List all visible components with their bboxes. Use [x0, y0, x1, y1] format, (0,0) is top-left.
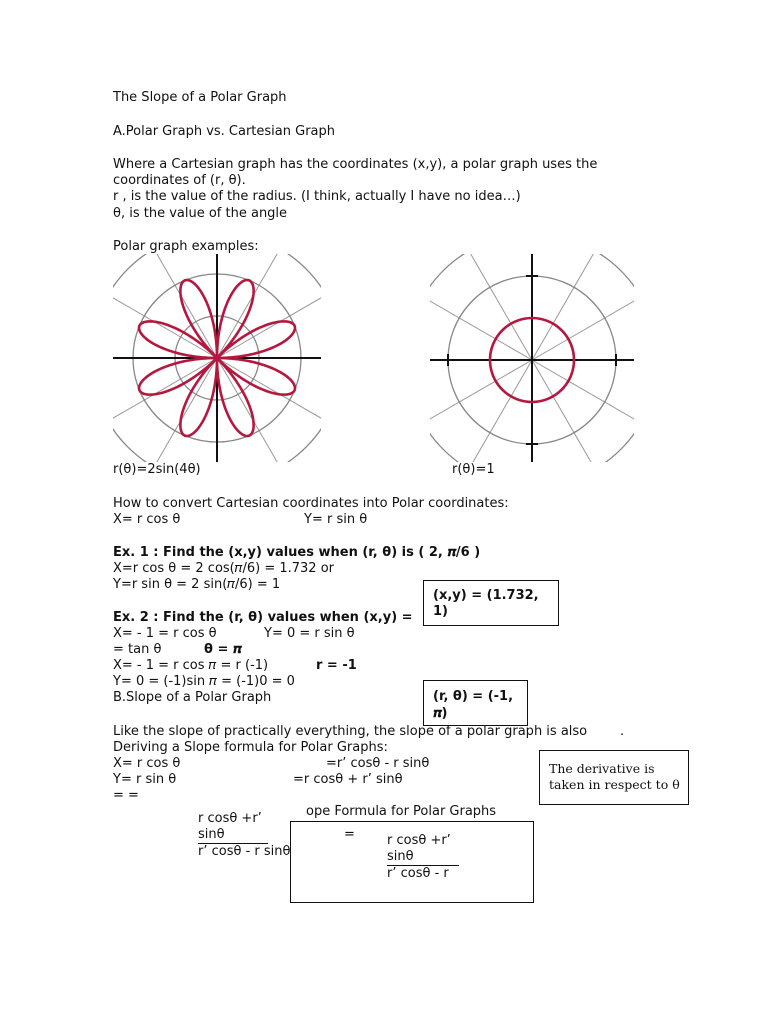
polar-graph-rose [113, 254, 321, 462]
ex2-line-2a: = tan θ [113, 642, 162, 657]
convert-y-formula: Y= r sin θ [304, 512, 368, 527]
section-b-heading: B.Slope of a Polar Graph [113, 690, 272, 705]
slope-line-1a: Like the slope of practically everything, the slope of a polar graph is also [113, 724, 588, 739]
slope-y-derivative: =r cosθ + r’ sinθ [293, 772, 403, 787]
formula-equals: = [344, 827, 355, 842]
ex2-answer-line-1: (r, θ) = (-1, [433, 689, 514, 704]
intro-line-4: θ, is the value of the angle [113, 206, 288, 221]
graph2-caption: r(θ)=1 [452, 462, 495, 477]
ex1-line-2: Y=r sin θ = 2 sin(𝜋/6) = 1 [113, 577, 281, 592]
ex1-heading: Ex. 1 : Find the (x,y) values when (r, θ) is ( 2, 𝝅/6 ) [113, 545, 481, 560]
intro-line-2: coordinates of (r, θ). [113, 173, 246, 188]
ex2-line-2b: θ = 𝝅 [204, 642, 242, 657]
polar-graph-circle [430, 254, 634, 462]
formula-box-title: ope Formula for Polar Graphs [306, 804, 497, 819]
circle-axes [430, 254, 634, 462]
formula-numerator-2: sinθ [387, 849, 459, 866]
convert-x-formula: X= r cos θ [113, 512, 181, 527]
ex2-line-4: Y= 0 = (-1)sin 𝜋 = (-1)0 = 0 [113, 674, 295, 689]
graph1-caption: r(θ)=2sin(4θ) [113, 462, 201, 477]
convert-heading: How to convert Cartesian coordinates into Polar coordinates: [113, 496, 509, 511]
slope-fraction-numerator: r cosθ +r’ [198, 811, 262, 826]
ex2-line-3b: r = -1 [316, 658, 357, 673]
ex2-answer-box [423, 680, 528, 726]
ex2-answer-line-2: 𝝅) [433, 706, 448, 721]
ex1-answer-line-2: 1) [433, 604, 448, 619]
note-line-1: The derivative is [549, 761, 655, 776]
slope-fraction-denominator: r’ cosθ - r sinθ [198, 844, 291, 859]
section-a-heading: A.Polar Graph vs. Cartesian Graph [113, 124, 336, 139]
slope-x-line: X= r cos θ [113, 756, 181, 771]
slope-formula-box [290, 821, 534, 903]
slope-line-2: Deriving a Slope formula for Polar Graphs: [113, 740, 388, 755]
page-title: The Slope of a Polar Graph [113, 90, 287, 105]
intro-line-3: r , is the value of the radius. (I think, actually I have no idea…) [113, 189, 521, 204]
ex2-line-1a: X= - 1 = r cos θ [113, 626, 217, 641]
slope-y-line: Y= r sin θ [113, 772, 177, 787]
slope-x-derivative: =r’ cosθ - r sinθ [326, 756, 430, 771]
slope-fraction-numerator-2: sinθ [198, 827, 268, 844]
note-line-2: taken in respect to θ [549, 777, 680, 792]
formula-denominator: r’ cosθ - r [387, 866, 449, 881]
ex2-line-3a: X= - 1 = r cos 𝜋 = r (-1) [113, 658, 269, 673]
ex1-answer-box [423, 580, 559, 626]
intro-line-1: Where a Cartesian graph has the coordinates (x,y), a polar graph uses the [113, 157, 598, 172]
slope-eq-line: = = [113, 788, 139, 803]
ex1-answer-line-1: (x,y) = (1.732, [433, 588, 539, 603]
formula-numerator: r cosθ +r’ [387, 833, 451, 848]
examples-heading: Polar graph examples: [113, 239, 259, 254]
slope-line-1b: . [620, 724, 625, 739]
derivative-note-box [539, 750, 689, 805]
ex1-line-1: X=r cos θ = 2 cos(𝜋/6) = 1.732 or [113, 561, 334, 576]
ex2-heading: Ex. 2 : Find the (r, θ) values when (x,y) = [113, 610, 413, 625]
ex2-line-1b: Y= 0 = r sin θ [264, 626, 355, 641]
